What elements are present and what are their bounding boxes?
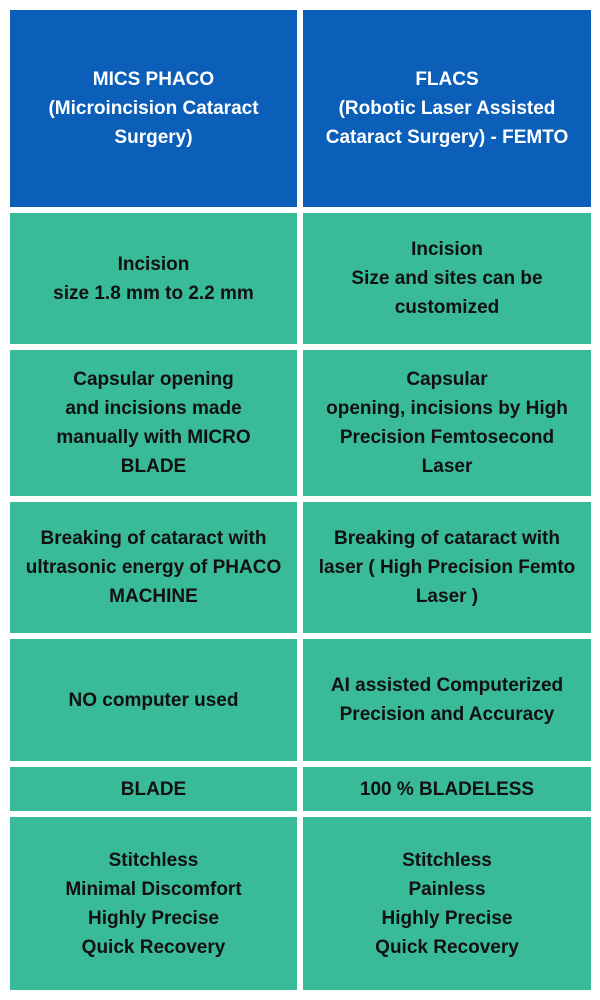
mics-capsular-line-2: and incisions made	[65, 398, 242, 419]
header-flacs-line-2: (Robotic Laser Assisted	[338, 98, 556, 119]
flacs-capsular-line-1: Capsular	[406, 369, 488, 390]
mics-breaking-line-1: Breaking of cataract with	[40, 528, 267, 549]
mics-breaking-line-3: MACHINE	[109, 586, 198, 607]
mics-incision-line-1: Incision	[117, 253, 190, 275]
header-mics-phaco-line-2: (Microincision Cataract	[48, 98, 259, 119]
mics-benefits-line-1: Stitchless	[108, 849, 199, 871]
header-flacs-line-1: FLACS	[415, 69, 479, 90]
flacs-capsular-line-3: Precision Femtosecond	[339, 427, 555, 448]
header-mics-phaco	[10, 10, 297, 207]
flacs-benefits-line-4: Quick Recovery	[375, 936, 519, 958]
header-mics-phaco-line-3: Surgery)	[114, 127, 193, 148]
flacs-breaking-line-3: Laser )	[415, 586, 479, 607]
mics-capsular-cell	[10, 350, 297, 496]
mics-blade-cell	[10, 767, 297, 811]
header-flacs-line-3: Cataract Surgery) - FEMTO	[325, 127, 569, 148]
flacs-computer-cell	[303, 639, 591, 761]
flacs-incision-cell	[303, 213, 591, 344]
flacs-breaking-line-2: laser ( High Precision Femto	[318, 557, 576, 578]
flacs-benefits-line-3: Highly Precise	[381, 907, 513, 929]
mics-benefits-cell	[10, 817, 297, 990]
flacs-capsular-line-2: opening, incisions by High	[326, 398, 568, 419]
flacs-incision-line-1: Incision	[411, 239, 483, 260]
mics-breaking-line-2: ultrasonic energy of PHACO	[25, 557, 282, 578]
flacs-benefits-line-2: Painless	[408, 878, 486, 900]
flacs-bladeless-cell	[303, 767, 591, 811]
mics-incision-line-2: size 1.8 mm to 2.2 mm	[53, 282, 254, 304]
flacs-capsular-line-4: Laser	[421, 456, 473, 477]
mics-benefits-line-2: Minimal Discomfort	[65, 878, 242, 900]
flacs-breaking-cell	[303, 502, 591, 633]
mics-blade-line-1: BLADE	[120, 778, 187, 800]
flacs-computer-line-2: Precision and Accuracy	[339, 704, 555, 725]
flacs-computer-line-1: AI assisted Computerized	[330, 675, 564, 696]
mics-breaking-cell	[10, 502, 297, 633]
flacs-breaking-line-1: Breaking of cataract with	[334, 528, 560, 549]
flacs-benefits-cell	[303, 817, 591, 990]
flacs-incision-line-2: Size and sites can be	[351, 268, 543, 289]
flacs-bladeless-line-1: 100 % BLADELESS	[359, 778, 535, 800]
mics-incision-cell	[10, 213, 297, 344]
header-flacs	[303, 10, 591, 207]
mics-computer-line-1: NO computer used	[68, 689, 239, 711]
mics-computer-cell	[10, 639, 297, 761]
mics-capsular-line-3: manually with MICRO	[56, 427, 251, 448]
flacs-capsular-cell	[303, 350, 591, 496]
mics-benefits-line-4: Quick Recovery	[81, 936, 226, 958]
mics-capsular-line-4: BLADE	[120, 456, 187, 477]
header-mics-phaco-line-1: MICS PHACO	[92, 69, 215, 90]
mics-capsular-line-1: Capsular opening	[73, 369, 234, 390]
flacs-benefits-line-1: Stitchless	[402, 849, 492, 871]
flacs-incision-line-3: customized	[394, 297, 500, 318]
mics-benefits-line-3: Highly Precise	[88, 907, 219, 929]
